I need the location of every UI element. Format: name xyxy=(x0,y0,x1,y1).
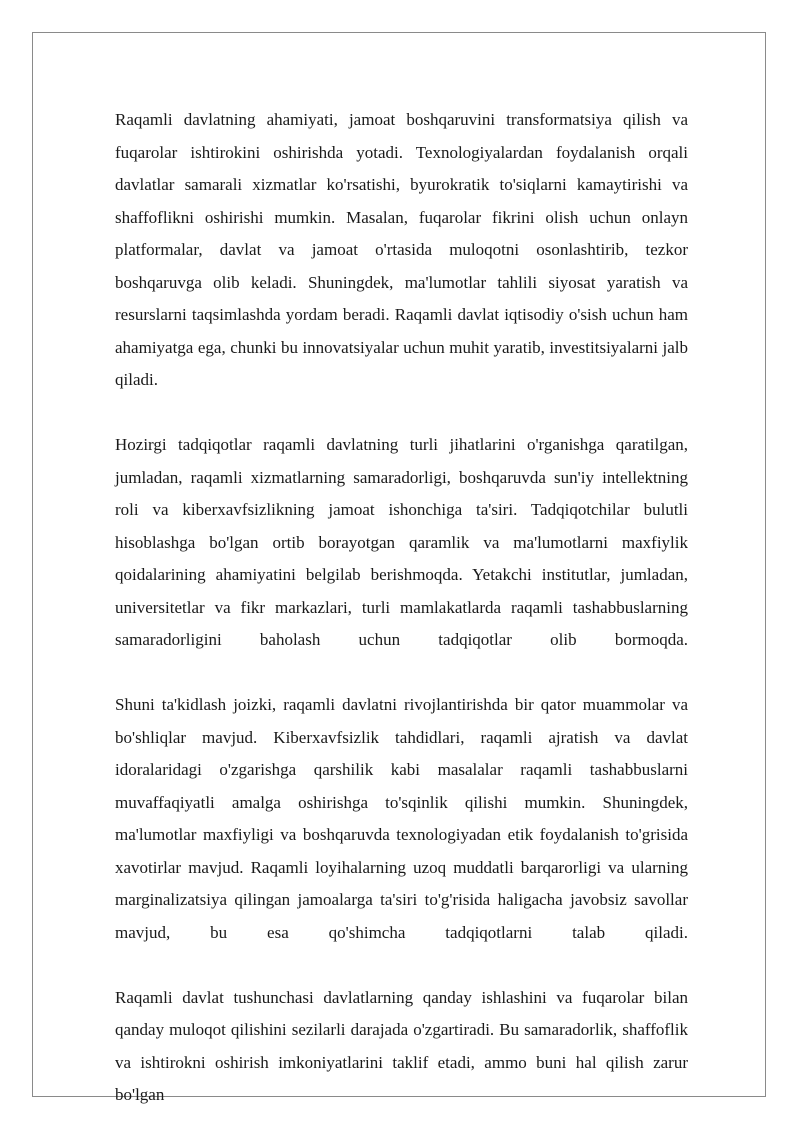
paragraph-importance: Raqamli davlatning ahamiyati, jamoat boshqaruvini transformatsiya qilish va fuqarolar ishtirokini oshirishda yotadi. Texnologiyalardan foydalanish orqali davlatlar samarali xizmatlar ko'rsatishi, byurokratik to'siqlarni kamaytirishi va shaffoflikni oshirishi mumkin. Masalan, fuqarolar fikrini olish uchun onlayn platformalar, davlat va jamoat o'rtasida muloqotni osonlashtirib, tezkor boshqaruvga olib keladi. Shuningdek, ma'lumotlar tahlili siyosat yaratish va resurslarni taqsimlashda yordam beradi. Raqamli davlat iqtisodiy o'sish uchun ham ahamiyatga ega, chunki bu innovatsiyalar uchun muhit yaratib, investitsiyalarni jalb qiladi. xyxy=(115,110,688,389)
paragraph-current-research: Hozirgi tadqiqotlar raqamli davlatning turli jihatlarini o'rganishga qaratilgan, jumladan, raqamli xizmatlarning samaradorligi, boshqaruvda sun'iy intellektning roli va kiberxavfsizlikning jamoat ishonchiga ta'siri. Tadqiqotchilar bulutli hisoblashga bo'lgan ortib borayotgan qaramlik va ma'lumotlarni maxfiylik qoidalarining ahamiyatini belgilab berishmoqda. Yetakchi institutlar, jumladan, universitetlar va fikr markazlari, turli mamlakatlarda raqamli tashabbuslarning samaradorligini baholash uchun tadqiqotlar olib bormoqda. xyxy=(115,435,688,649)
paragraph-challenges: Shuni ta'kidlash joizki, raqamli davlatni rivojlantirishda bir qator muammolar va bo'shliqlar mavjud. Kiberxavfsizlik tahdidlari, raqamli ajratish va davlat idoralaridagi o'zgarishga qarshilik kabi masalalar raqamli tashabbuslarni muvaffaqiyatli amalga oshirishga to'sqinlik qilishi mumkin. Shuningdek, ma'lumotlar maxfiyligi va boshqaruvda texnologiyadan etik foydalanish to'grisida xavotirlar mavjud. Raqamli loyihalarning uzoq muddatli barqarorligi va ularning marginalizatsiya qilingan jamoalarga ta'siri to'g'risida haligacha javobsiz savollar mavjud, bu esa qo'shimcha tadqiqotlarni talab qiladi. xyxy=(115,695,688,942)
paragraph-concept: Raqamli davlat tushunchasi davlatlarning qanday ishlashini va fuqarolar bilan qanday muloqot qilishini sezilarli darajada o'zgartiradi. Bu samaradorlik, shaffoflik va ishtirokni oshirish imkoniyatlarini taklif etadi, ammo buni hal qilish zarur bo'lgan xyxy=(115,987,688,1104)
document-page xyxy=(32,32,766,1104)
page-content xyxy=(115,104,688,1112)
